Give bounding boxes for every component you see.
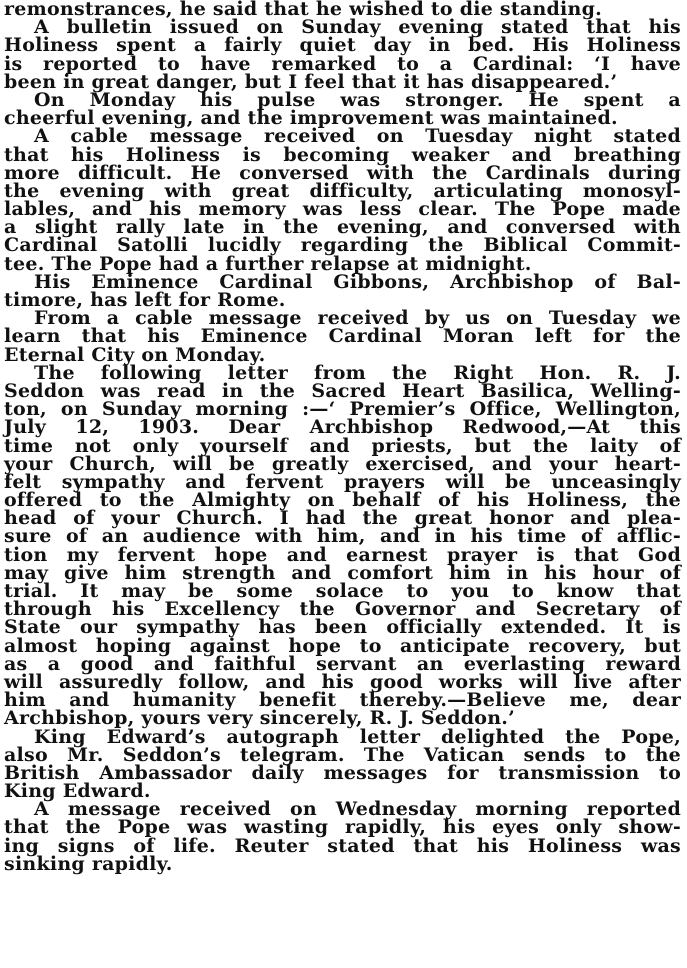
- text-line: On Monday his pulse was stronger. He spent a: [34, 88, 681, 111]
- text-line: felt sympathy and fervent prayers will be unceasingly: [4, 470, 681, 493]
- text-line: The following letter from the Right Hon. R. J.: [34, 361, 681, 384]
- text-line: Archbishop, yours very sincerely, R. J. Seddon.’: [4, 707, 515, 730]
- text-line: remonstrances, he said that he wished to die standing.: [4, 0, 602, 20]
- text-line: His Eminence Cardinal Gibbons, Archbishop of Bal-: [34, 270, 681, 293]
- text-line: King Edward’s autograph letter delighted the Pope,: [34, 725, 681, 748]
- text-line: may give him strength and comfort him in his hour of: [4, 561, 681, 584]
- article-paragraph: [4, 309, 681, 364]
- text-line: is reported to have remarked to a Cardinal: ‘I have: [4, 52, 681, 75]
- text-line: that his Holiness is becoming weaker and breathing: [4, 143, 681, 166]
- text-line: Cardinal Satolli lucidly regarding the Biblical Commit-: [4, 234, 681, 257]
- text-line: July 12, 1903. Dear Archbishop Redwood,—At this: [4, 416, 681, 439]
- text-line: trial. It may be some solace to you to know that: [4, 580, 681, 602]
- text-line: through his Excellency the Governor and Secretary of: [4, 598, 681, 621]
- text-line: him and humanity benefit thereby.—Believe me, dear: [4, 689, 681, 712]
- text-line: almost hoping against hope to anticipate recovery, but: [4, 634, 681, 657]
- text-line: offered to the Almighty on behalf of his Holiness, the: [4, 489, 681, 512]
- text-line: will assuredly follow, and his good works will live after: [4, 670, 681, 693]
- text-line: the evening with great difficulty, articulating monosyl-: [4, 179, 681, 202]
- text-line: Holiness spent a fairly quiet day in bed. His Holiness: [4, 34, 681, 57]
- text-line: a slight rally late in the evening, and conversed with: [4, 216, 681, 239]
- text-line: British Ambassador daily messages for transmission to: [4, 761, 681, 784]
- text-line: A cable message received on Tuesday night stated: [34, 125, 681, 148]
- article-paragraph: [4, 270, 681, 311]
- article-paragraph: [4, 127, 681, 273]
- text-line: A message received on Wednesday morning reported: [34, 798, 681, 821]
- text-line: sinking rapidly.: [4, 852, 173, 875]
- text-line: as a good and faithful servant an everlasting reward: [4, 652, 681, 675]
- text-line: Seddon was read in the Sacred Heart Basilica, Welling-: [4, 379, 681, 402]
- text-line: cheerful evening, and the improvement was maintained.: [4, 107, 618, 130]
- text-line: head of your Church. I had the great honor and plea-: [4, 507, 681, 530]
- text-line: tee. The Pope had a further relapse at midnight.: [4, 252, 532, 275]
- text-line: State our sympathy has been officially extended. It is: [4, 616, 681, 639]
- text-line: your Church, will be greatly exercised, and your heart-: [4, 452, 681, 475]
- text-line: A bulletin issued on Sunday evening stated that his: [34, 16, 681, 39]
- article-paragraph: [4, 800, 681, 873]
- text-line: that the Pope was wasting rapidly, his eyes only show-: [4, 816, 681, 839]
- text-line: tion my fervent hope and earnest prayer is that God: [4, 543, 681, 566]
- article-paragraph: [4, 725, 681, 803]
- text-line: more difficult. He conversed with the Cardinals during: [4, 161, 681, 184]
- text-line: time not only yourself and priests, but the laity of: [4, 434, 681, 457]
- text-line: also Mr. Seddon’s telegram. The Vatican sends to the: [4, 743, 681, 766]
- text-line: learn that his Eminence Cardinal Moran left for the: [4, 325, 681, 348]
- text-line: ton, on Sunday morning :—‘ Premier’s Office, Wellington,: [4, 398, 681, 421]
- text-line: From a cable message received by us on Tuesday we: [34, 307, 681, 330]
- text-line: King Edward.: [4, 780, 151, 803]
- text-line: lables, and his memory was less clear. The Pope made: [4, 198, 681, 221]
- text-line: ing signs of life. Reuter stated that his Holiness was: [4, 834, 681, 857]
- text-line: been in great danger, but I feel that it has disappeared.’: [4, 70, 618, 93]
- article-paragraph: [4, 361, 681, 730]
- article-paragraph: [4, 88, 681, 130]
- text-line: sure of an audience with him, and in his time of afflic-: [4, 525, 681, 548]
- text-line: timore, has left for Rome.: [4, 289, 286, 311]
- article-paragraph: [4, 18, 681, 91]
- text-line: Eternal City on Monday.: [4, 343, 266, 366]
